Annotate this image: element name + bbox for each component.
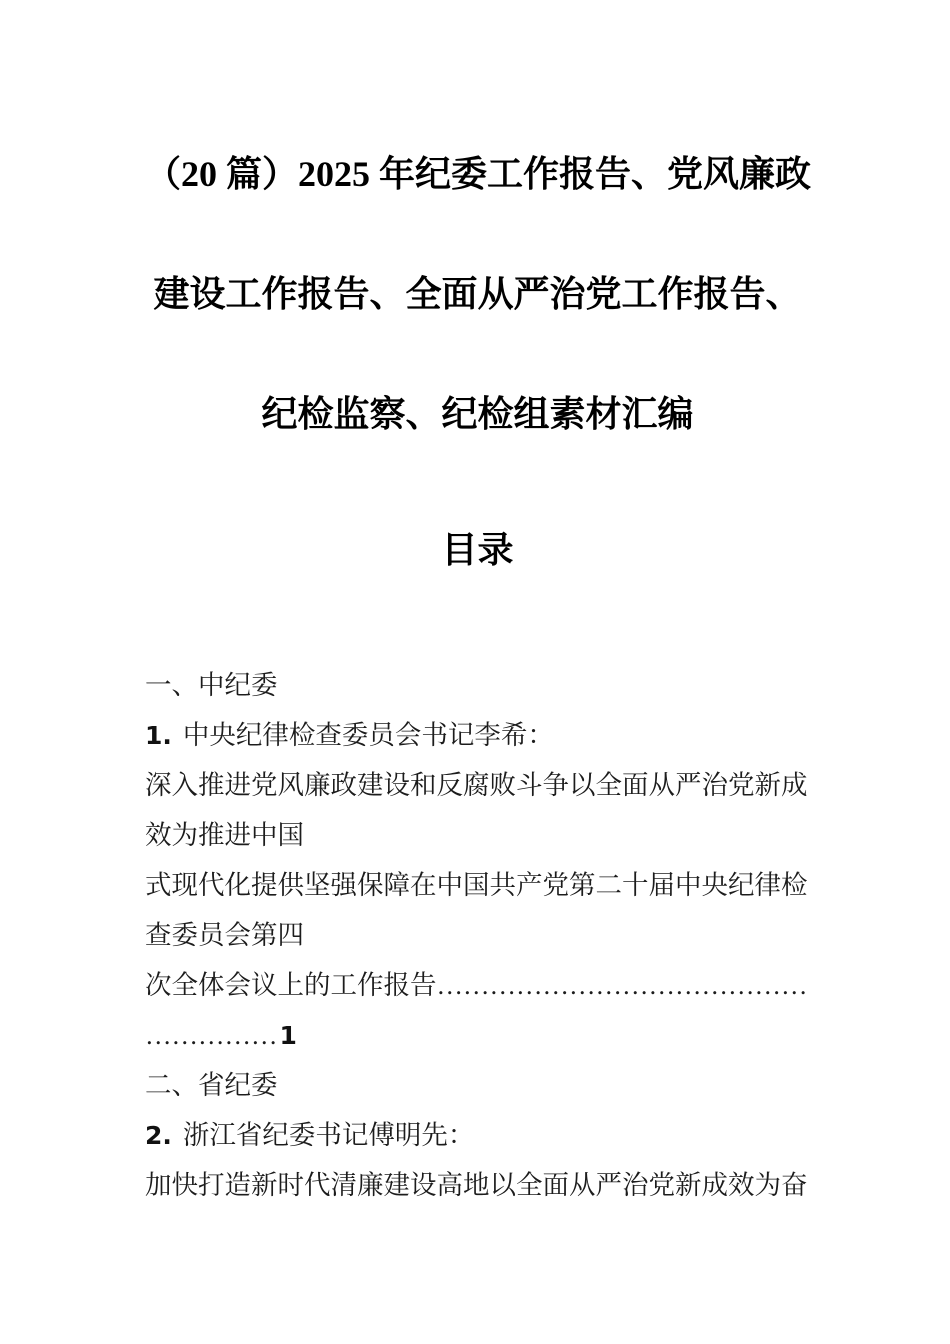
toc-entry-1-continuation xyxy=(145,810,815,860)
title-line-3: 纪检监察、纪检组素材汇编 xyxy=(261,394,694,434)
toc-entry-text: 效为推进中国 xyxy=(145,820,304,850)
title-line-1: （20 篇）2025 年纪委工作报告、党风廉政 xyxy=(145,154,812,194)
toc-entry-2-continuation xyxy=(145,1160,815,1210)
toc-leader-dots: …………… xyxy=(145,1020,278,1050)
toc-entry-text: 中央纪律检查委员会书记李希： xyxy=(182,720,554,750)
toc-heading: 目录 xyxy=(441,530,514,570)
title-line-2: 建设工作报告、全面从严治党工作报告、 xyxy=(153,274,802,314)
toc-entry-text: 浙江省纪委书记傅明先： xyxy=(182,1120,475,1150)
toc-section-label: 一、中纪委 xyxy=(145,670,278,700)
toc-entry-text: 加快打造新时代清廉建设高地以全面从严治党新成效为奋 xyxy=(145,1170,808,1200)
toc-entry-text: 深入推进党风廉政建设和反腐败斗争以全面从严治党新成 xyxy=(145,770,808,800)
document-title xyxy=(145,114,810,474)
toc-entry-1-leader xyxy=(145,960,815,1010)
toc-entry-number: 1. xyxy=(145,721,172,750)
toc-section-2 xyxy=(145,1060,815,1110)
toc-list xyxy=(145,660,815,1210)
toc-entry-number: 2. xyxy=(145,1121,172,1150)
toc-entry-1-continuation xyxy=(145,910,815,960)
toc-page-number: 1 xyxy=(279,1021,297,1050)
toc-entry-1 xyxy=(145,710,815,760)
toc-section-1 xyxy=(145,660,815,710)
toc-entry-text: 次全体会议上的工作报告…………………………………… xyxy=(145,970,808,1000)
toc-section-label: 二、省纪委 xyxy=(145,1070,278,1100)
toc-entry-2 xyxy=(145,1110,815,1160)
toc-entry-1-continuation xyxy=(145,760,815,810)
toc-entry-text: 查委员会第四 xyxy=(145,920,304,950)
toc-entry-1-continuation xyxy=(145,860,815,910)
toc-entry-1-page-line xyxy=(145,1010,815,1060)
toc-entry-text: 式现代化提供坚强保障在中国共产党第二十届中央纪律检 xyxy=(145,870,808,900)
